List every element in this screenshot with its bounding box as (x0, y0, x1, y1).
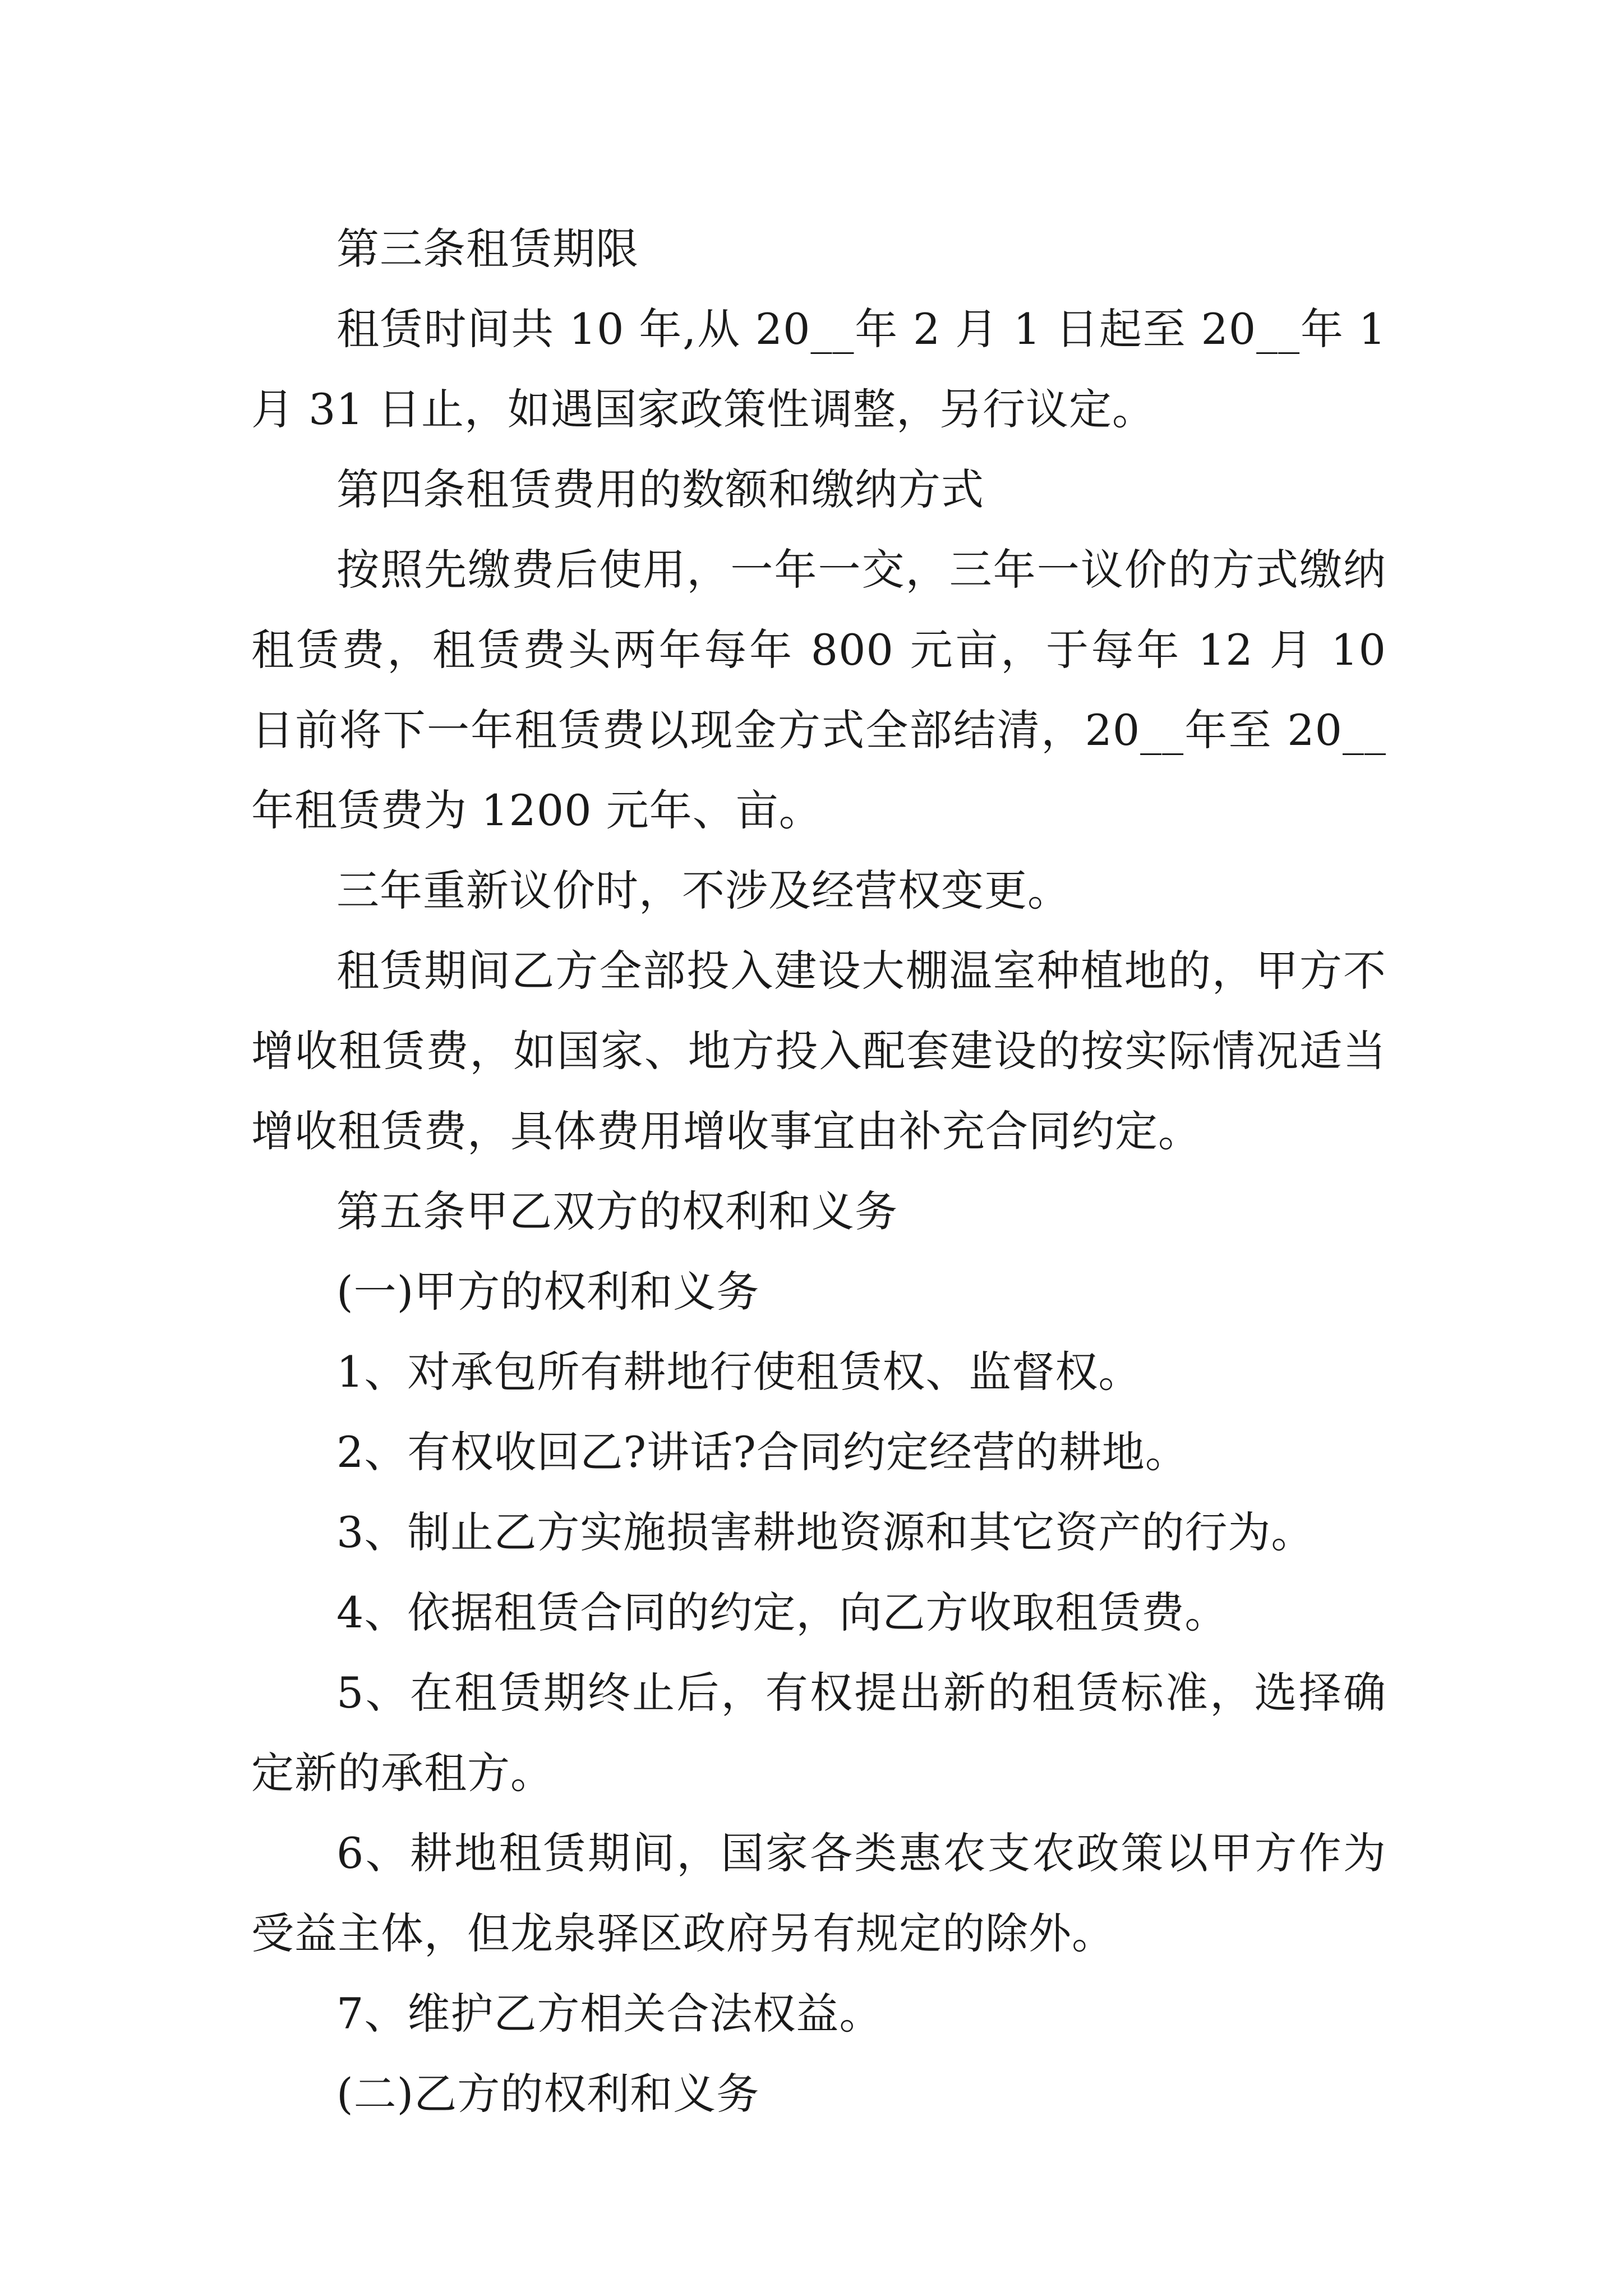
list-item: 2、有权收回乙?讲话?合同约定经营的耕地。 (336, 1427, 1188, 1477)
greenhouse-investment-paragraph: 租赁期间乙方全部投入建设大棚温室种植地的，甲方不增收租赁费，如国家、地方投入配套建设的按实际情况适当增收租赁费，具体费用增收事宜由补充合同约定。 (251, 946, 1386, 1156)
list-item: 5、在租赁期终止后，有权提出新的租赁标准，选择确定新的承租方。 (251, 1668, 1386, 1798)
list-item: 3、制止乙方实施损害耕地资源和其它资产的行为。 (336, 1507, 1315, 1557)
price-renegotiation-paragraph: 三年重新议价时，不涉及经营权变更。 (336, 866, 1071, 915)
document-body (251, 209, 1386, 2134)
party-a-subheading: (一)甲方的权利和义务 (336, 1267, 760, 1317)
party-b-subheading: (二)乙方的权利和义务 (336, 2069, 760, 2119)
article-3-heading: 第三条租赁期限 (336, 224, 639, 274)
article-4-heading: 第四条租赁费用的数额和缴纳方式 (336, 464, 984, 514)
lease-term-paragraph: 租赁时间共 10 年,从 20__年 2 月 1 日起至 20__年 1 月 31 日止，如遇国家政策性调整，另行议定。 (251, 304, 1386, 434)
list-item: 4、依据租赁合同的约定，向乙方收取租赁费。 (336, 1588, 1228, 1637)
list-item: 1、对承包所有耕地行使租赁权、监督权。 (336, 1347, 1142, 1397)
article-5-heading: 第五条甲乙双方的权利和义务 (336, 1186, 898, 1236)
list-item: 7、维护乙方相关合法权益。 (336, 1989, 883, 2039)
list-item: 6、耕地租赁期间，国家各类惠农支农政策以甲方作为受益主体，但龙泉驿区政府另有规定的除外。 (251, 1828, 1386, 1958)
payment-method-paragraph: 按照先缴费后使用，一年一交，三年一议价的方式缴纳租赁费，租赁费头两年每年 800 元亩，于每年 12 月 10 日前将下一年租赁费以现金方式全部结清，20__年至 20__年租赁费为 1200 元年、亩。 (251, 545, 1386, 835)
